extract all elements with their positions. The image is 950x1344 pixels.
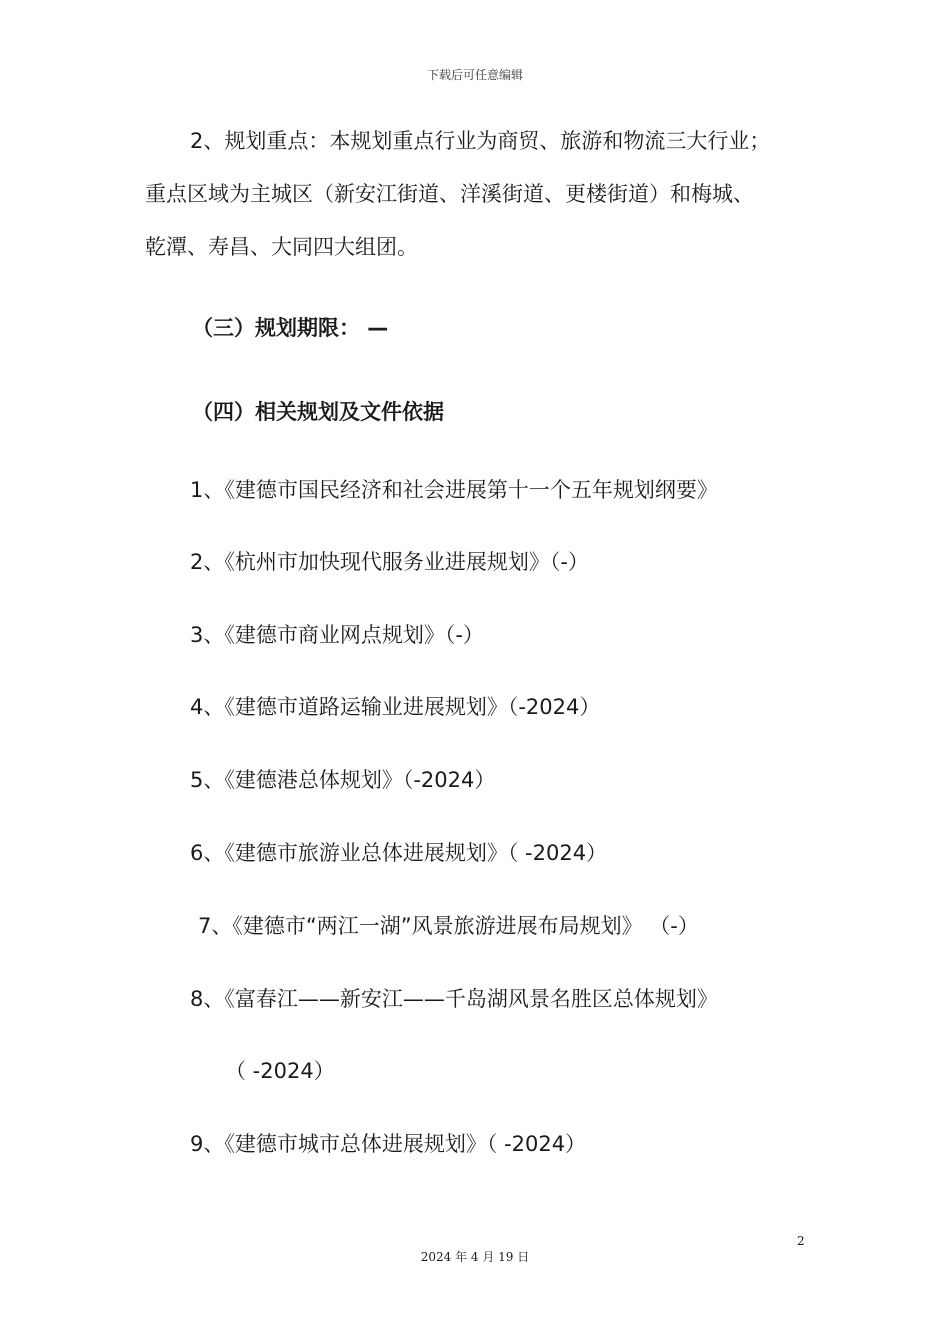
list-item: 6、《建德市旅游业总体进展规划》（ -2024） <box>190 841 608 865</box>
list-item: 8、《富春江——新安江——千岛湖风景名胜区总体规划》 <box>190 987 718 1011</box>
page-number: 2 <box>797 1234 805 1248</box>
list-item: 2、《杭州市加快现代服务业进展规划》（-） <box>190 550 589 574</box>
list-item: 1、《建德市国民经济和社会进展第十一个五年规划纲要》 <box>190 478 718 502</box>
section-heading-four: （四）相关规划及文件依据 <box>192 400 444 424</box>
paragraph-line: 乾潭、寿昌、大同四大组团。 <box>145 235 418 259</box>
page-header: 下载后可任意编辑 <box>426 68 523 82</box>
list-item: 9、《建德市城市总体进展规划》（ -2024） <box>190 1132 587 1156</box>
section-heading-three: （三）规划期限： — <box>192 316 389 340</box>
list-item: 4、《建德市道路运输业进展规划》（-2024） <box>190 695 601 719</box>
list-item: 3、《建德市商业网点规划》（-） <box>190 623 484 647</box>
paragraph-line: 2、规划重点：本规划重点行业为商贸、旅游和物流三大行业； <box>190 129 771 153</box>
list-item: 7、《建德市“两江一湖”风景旅游进展布局规划》 （-） <box>198 914 699 938</box>
list-item-continuation: （ -2024） <box>225 1059 335 1083</box>
page-footer-date: 2024 年 4 月 19 日 <box>420 1250 530 1264</box>
paragraph-line: 重点区域为主城区（新安江街道、洋溪街道、更楼街道）和梅城、 <box>145 182 754 206</box>
list-item: 5、《建德港总体规划》（-2024） <box>190 768 496 792</box>
